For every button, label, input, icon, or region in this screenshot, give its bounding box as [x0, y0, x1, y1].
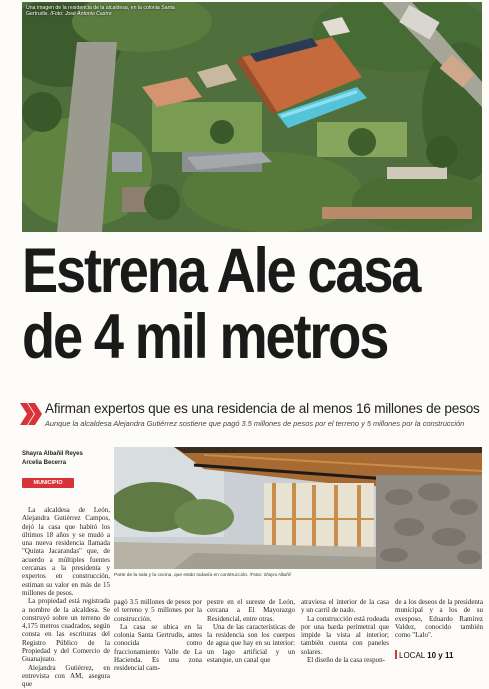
- paragraph: La propiedad está registrada a nombre de la alcaldesa. Se construyó sobre un terreno de 4,175 metros cuadrados, según consta en las escrituras del Registro Público de la Propiedad y del Comercio de Guanajuato.: [22, 597, 110, 664]
- body-column-5: [395, 598, 483, 639]
- body-column-3: [207, 598, 295, 664]
- interior-caption-credit: /Fotos: Shayra Albañil: [249, 572, 291, 577]
- section-bar-icon: [395, 650, 397, 659]
- footer-section: LOCAL: [399, 651, 425, 660]
- aerial-photo: [22, 2, 482, 232]
- byline-author-1: Shayra Albañil Reyes: [22, 451, 83, 457]
- paragraph: pestre en el sureste de León, cercana a El Mayorazgo Residencial, entre otras.: [207, 598, 295, 623]
- paragraph: La alcaldesa de León, Alejandra Gutiérrez Campos, dejó la casa que habitó los últimos 18 años y se mudó a una nueva residencia llamada "Quinta Jacarandas" que, de acuerdo a múltiples fuentes cercanas a la presidenta y expertos en construcción, estiman su valor en más de 15 millones de pesos.: [22, 506, 110, 597]
- interior-caption-text: Parte de la sala y la cocina, que están todavía en construcción.: [114, 573, 249, 578]
- aerial-caption-text: Una imagen de la residencia de la alcaldesa, en la colonia Santa Gertrudis.: [26, 5, 175, 17]
- headline: [22, 238, 418, 370]
- aerial-caption-credit: /Foto: José Antonio Castro: [50, 11, 112, 17]
- deck-text: Afirman expertos que es una residencia de al menos 16 millones de pesos: [45, 401, 480, 416]
- page-footer: [395, 650, 483, 662]
- body-column-2: [114, 598, 202, 673]
- byline-author-2: Arcelia Becerra: [22, 460, 67, 466]
- section-tag: MUNICIPIO: [22, 478, 74, 488]
- interior-photo-caption: [114, 572, 482, 579]
- paragraph: de a los deseos de la presidenta municipal y a los de su exesposo, Eduardo Ramírez Valdez, conocido también como "Lalo".: [395, 598, 483, 640]
- body-column-4: [301, 598, 389, 664]
- paragraph: La casa se ubica en la colonia Santa Gertrudis, antes conocida como fraccionamiento Valle de La Hacienda. Es una zona residencial cam-: [114, 622, 202, 673]
- paragraph: atraviesa el interior de la casa y un carril de nado.: [301, 598, 389, 615]
- paragraph: La construcción está rodeada por una barda perimetral que impide la vista al interior; también cuenta con paneles solares.: [301, 614, 389, 656]
- subdeck-text: Aunque la alcaldesa Alejandra Gutiérrez sostiene que pagó 3.5 millones de pesos por el terreno y 5 millones por la construcción: [45, 419, 465, 428]
- paragraph: Una de las características de la residencia son los cuerpos de agua que hay en su interior: un lago artificial y un estanque, un canal que: [207, 622, 295, 665]
- aerial-photo-caption: [26, 5, 176, 17]
- paragraph: El diseño de la casa respon-: [307, 656, 385, 665]
- paragraph: Alejandra Gutiérrez, en entrevista con AM, asegura que: [22, 663, 110, 689]
- footer-pages: 10 y 11: [427, 651, 454, 660]
- paragraph: pagó 3.5 millones de pesos por el terreno y 5 millones por la construcción.: [114, 598, 202, 623]
- interior-photo: [114, 447, 482, 569]
- body-column-1: [22, 506, 110, 689]
- headline-line-1: Estrena Ale casa: [22, 236, 420, 306]
- double-chevron-icon: [20, 401, 42, 427]
- headline-line-2: de 4 mil metros: [22, 302, 388, 372]
